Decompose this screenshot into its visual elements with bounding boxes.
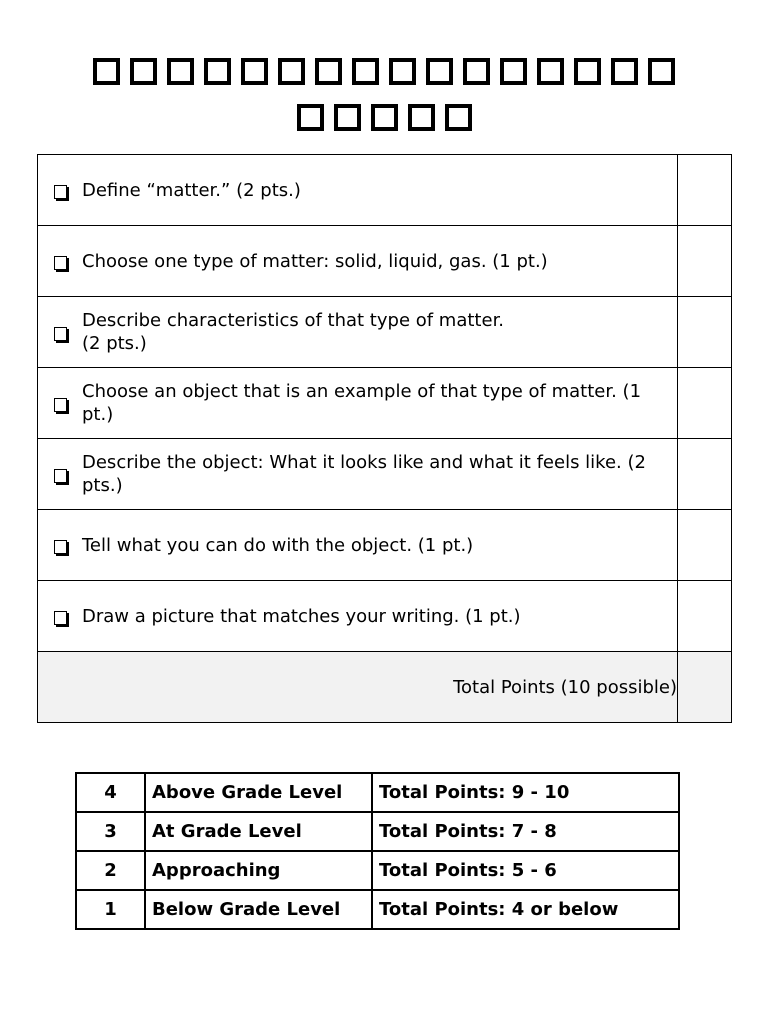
level-number: 1 <box>76 890 145 929</box>
task-cell <box>38 368 678 439</box>
missing-glyph-box-icon <box>408 104 435 131</box>
score-cell <box>678 510 732 581</box>
level-name: Above Grade Level <box>145 773 372 812</box>
level-name: Approaching <box>145 851 372 890</box>
score-cell <box>678 226 732 297</box>
missing-glyph-box-icon <box>334 104 361 131</box>
checkbox-icon[interactable] <box>38 464 82 484</box>
level-points: Total Points: 4 or below <box>372 890 679 929</box>
score-cell <box>678 581 732 652</box>
task-cell <box>38 226 678 297</box>
level-name: Below Grade Level <box>145 890 372 929</box>
checklist-row <box>38 439 732 510</box>
grade-level-row <box>76 890 679 929</box>
missing-glyph-box-icon <box>167 58 194 85</box>
level-number: 3 <box>76 812 145 851</box>
score-cell <box>678 368 732 439</box>
missing-glyph-box-icon <box>463 58 490 85</box>
grade-level-row <box>76 851 679 890</box>
missing-glyph-box-icon <box>445 104 472 131</box>
level-name: At Grade Level <box>145 812 372 851</box>
missing-glyph-box-icon <box>241 58 268 85</box>
missing-glyph-box-icon <box>315 58 342 85</box>
grade-level-row <box>76 773 679 812</box>
missing-glyph-box-icon <box>389 58 416 85</box>
task-text: Tell what you can do with the object. (1 pt.) <box>82 534 474 556</box>
missing-glyph-box-icon <box>204 58 231 85</box>
checkbox-icon[interactable] <box>38 535 82 555</box>
task-cell <box>38 581 678 652</box>
checkbox-icon[interactable] <box>38 322 82 342</box>
missing-glyph-box-icon <box>93 58 120 85</box>
score-cell <box>678 297 732 368</box>
task-text: Describe characteristics of that type of matter. (2 pts.) <box>82 310 505 354</box>
task-text: Choose one type of matter: solid, liquid, gas. (1 pt.) <box>82 250 548 272</box>
task-text: Choose an object that is an example of that type of matter. (1 pt.) <box>82 381 642 425</box>
task-cell <box>38 510 678 581</box>
checklist-row <box>38 368 732 439</box>
total-points-label: Total Points (10 possible) <box>38 652 678 723</box>
missing-glyph-box-icon <box>371 104 398 131</box>
task-cell <box>38 439 678 510</box>
level-points: Total Points: 9 - 10 <box>372 773 679 812</box>
missing-glyph-box-icon <box>500 58 527 85</box>
checkbox-icon[interactable] <box>38 180 82 200</box>
task-text: Describe the object: What it looks like and what it feels like. (2 pts.) <box>82 452 646 496</box>
level-number: 2 <box>76 851 145 890</box>
checkbox-icon[interactable] <box>38 251 82 271</box>
missing-glyph-box-icon <box>426 58 453 85</box>
level-points: Total Points: 5 - 6 <box>372 851 679 890</box>
checklist-row <box>38 155 732 226</box>
checklist-row <box>38 297 732 368</box>
checklist-row <box>38 510 732 581</box>
checkbox-icon[interactable] <box>38 393 82 413</box>
task-cell <box>38 297 678 368</box>
level-points: Total Points: 7 - 8 <box>372 812 679 851</box>
missing-glyph-box-icon <box>611 58 638 85</box>
grade-level-row <box>76 812 679 851</box>
missing-glyph-box-icon <box>648 58 675 85</box>
score-cell <box>678 439 732 510</box>
total-points-row <box>38 652 732 723</box>
title-line-1 <box>0 48 768 94</box>
page-title <box>0 48 768 140</box>
task-cell <box>38 155 678 226</box>
missing-glyph-box-icon <box>130 58 157 85</box>
total-score-cell <box>678 652 732 723</box>
checklist-row <box>38 581 732 652</box>
missing-glyph-box-icon <box>278 58 305 85</box>
task-text: Define “matter.” (2 pts.) <box>82 179 301 201</box>
title-line-2 <box>0 94 768 140</box>
level-number: 4 <box>76 773 145 812</box>
missing-glyph-box-icon <box>537 58 564 85</box>
missing-glyph-box-icon <box>352 58 379 85</box>
task-text: Draw a picture that matches your writing. (1 pt.) <box>82 605 521 627</box>
checklist-row <box>38 226 732 297</box>
rubric-checklist-table <box>37 154 732 723</box>
score-cell <box>678 155 732 226</box>
missing-glyph-box-icon <box>574 58 601 85</box>
checkbox-icon[interactable] <box>38 606 82 626</box>
missing-glyph-box-icon <box>297 104 324 131</box>
grade-level-table <box>75 772 680 930</box>
